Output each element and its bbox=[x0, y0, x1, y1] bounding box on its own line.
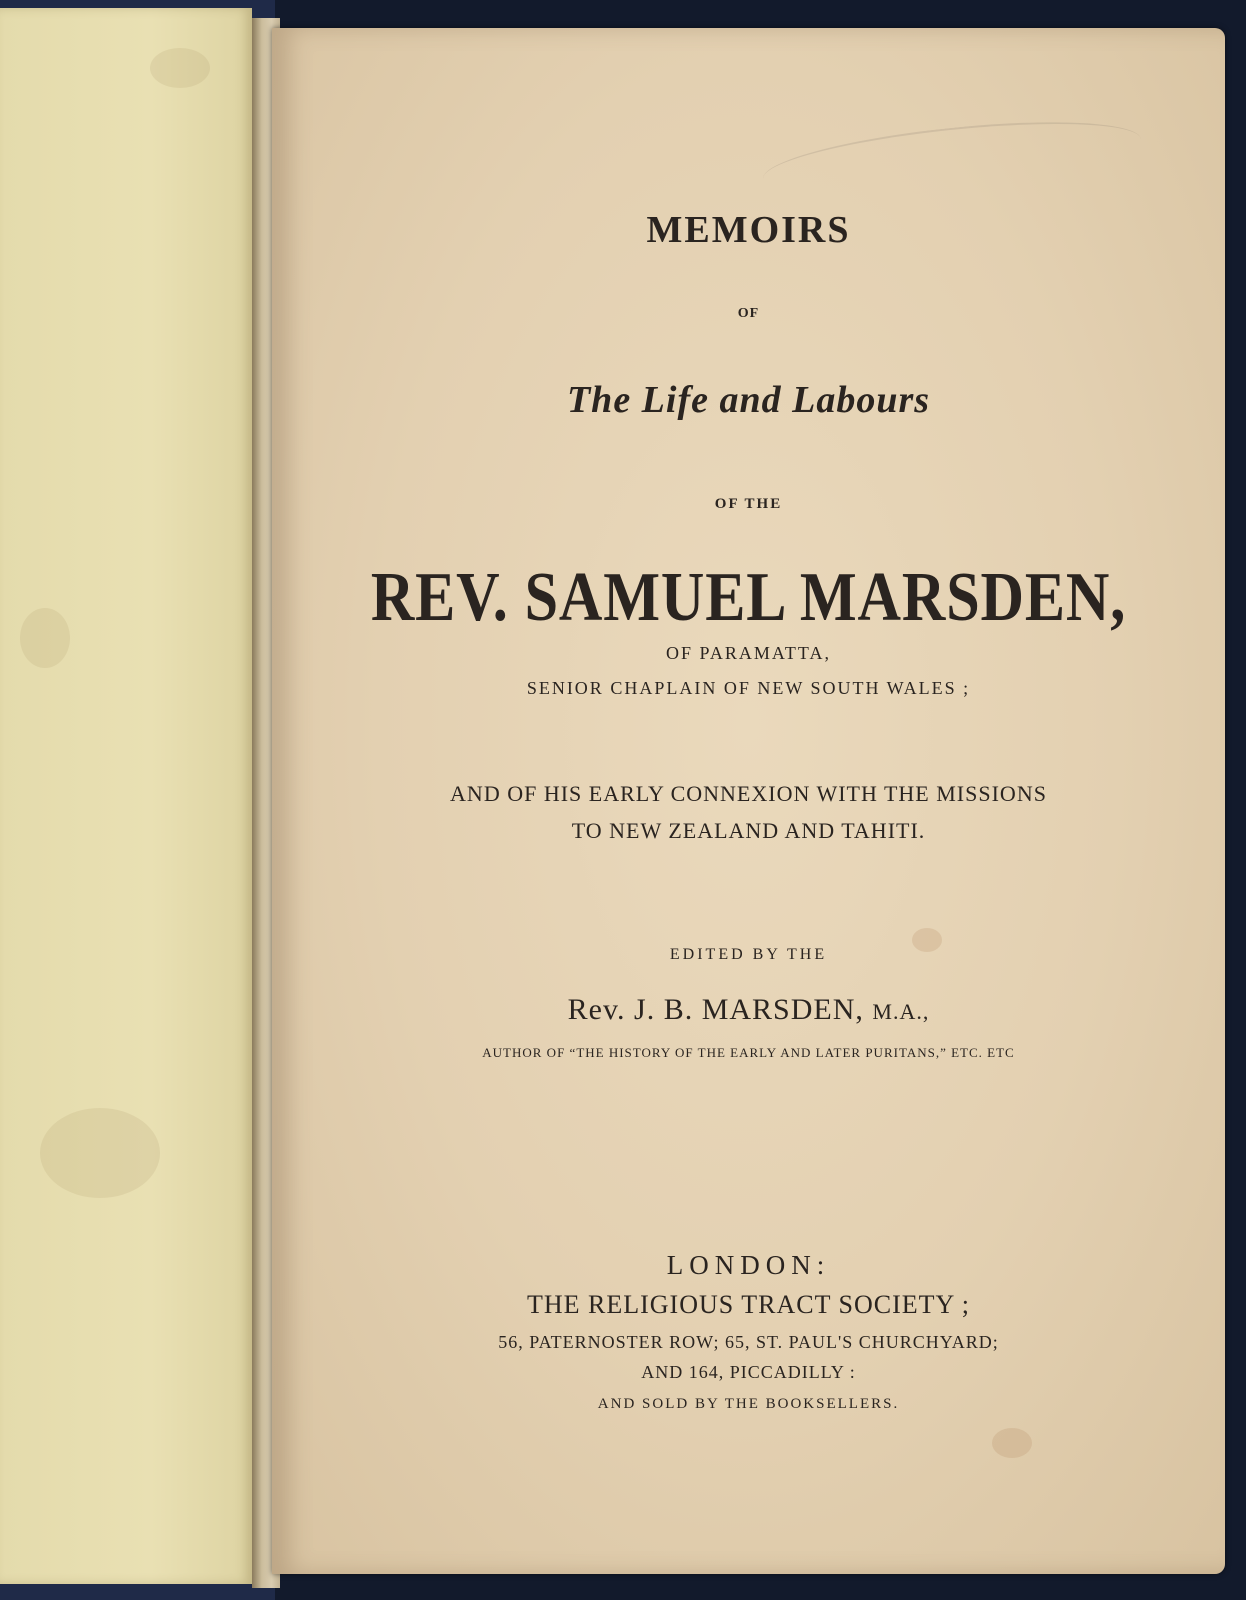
foxing-spot bbox=[992, 1428, 1032, 1458]
sold-by: AND SOLD BY THE BOOKSELLERS. bbox=[597, 1396, 900, 1412]
editor-credit: AUTHOR OF “THE HISTORY OF THE EARLY AND LATER PURITANS,” ETC. ETC bbox=[482, 1045, 1015, 1060]
title-memoirs: MEMOIRS bbox=[646, 209, 851, 251]
subject-place: OF PARAMATTA, bbox=[666, 643, 831, 663]
editor-line bbox=[272, 993, 1225, 1027]
imprint-city: LONDON: bbox=[666, 1250, 831, 1280]
publisher-address-2: AND 164, PICCADILLY : bbox=[641, 1362, 856, 1382]
connexion-line-1: AND OF HIS EARLY CONNEXION WITH THE MISSIONS bbox=[450, 781, 1047, 806]
foxing-stain bbox=[20, 608, 70, 668]
publisher-address: 56, PATERNOSTER ROW; 65, ST. PAUL'S CHURCHYARD; bbox=[498, 1332, 999, 1352]
title-of: OF bbox=[737, 306, 760, 321]
editor-degree: M.A., bbox=[872, 999, 930, 1024]
pencil-inscription bbox=[760, 108, 1144, 209]
subject-position: SENIOR CHAPLAIN OF NEW SOUTH WALES ; bbox=[526, 678, 971, 698]
editor-name: Rev. J. B. MARSDEN, bbox=[567, 993, 864, 1026]
connexion-line-2: TO NEW ZEALAND AND TAHITI. bbox=[571, 818, 926, 843]
subject-name: REV. SAMUEL MARSDEN, bbox=[370, 559, 1127, 636]
endpaper-left bbox=[0, 8, 252, 1584]
foxing-stain bbox=[150, 48, 210, 88]
title-of-the: OF THE bbox=[714, 496, 783, 512]
publisher-name: THE RELIGIOUS TRACT SOCIETY ; bbox=[526, 1290, 971, 1319]
edited-by: EDITED BY THE bbox=[669, 946, 828, 963]
title-page bbox=[272, 28, 1225, 1574]
foxing-stain bbox=[40, 1108, 160, 1198]
title-life-and-labours: The Life and Labours bbox=[566, 379, 931, 421]
